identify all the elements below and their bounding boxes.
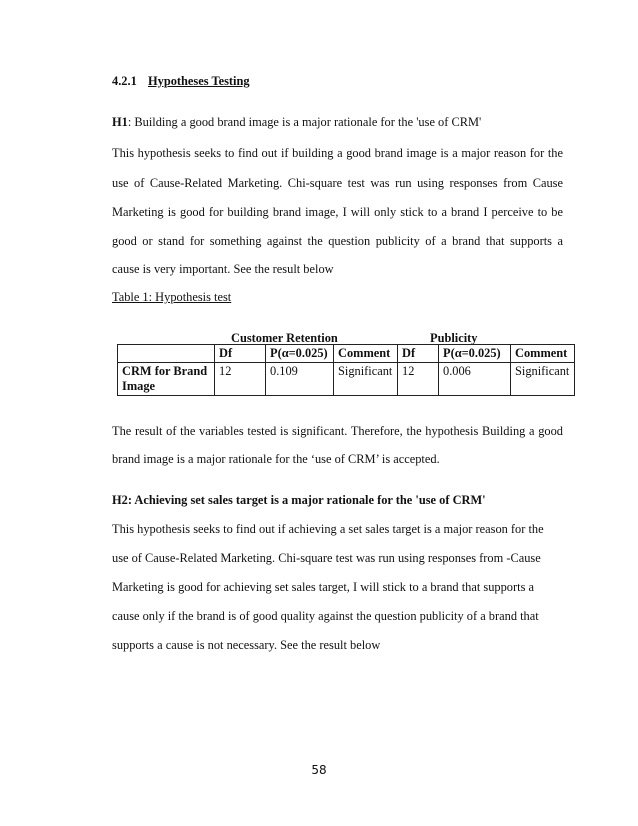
group-header-publicity: Publicity: [430, 331, 478, 345]
table-row: [118, 363, 575, 396]
table-cell: Significant: [334, 363, 398, 396]
table-cell: 0.006: [439, 363, 511, 396]
header-cell-comment: Comment: [511, 345, 575, 363]
h1-statement-line: [112, 115, 481, 130]
h2-para-line: cause only if the brand is of good quality against the question publicity of a brand that: [112, 609, 539, 623]
h1-para-line: use of Cause-Related Marketing. Chi-square test was run using responses from Cause: [112, 176, 563, 190]
h1-statement: : Building a good brand image is a major rationale for the 'use of CRM': [127, 115, 482, 129]
table-caption: Table 1: Hypothesis test: [112, 290, 232, 304]
table-cell: Significant: [511, 363, 575, 396]
row-label-cell: [118, 363, 215, 396]
result-line: The result of the variables tested is significant. Therefore, the hypothesis Building a good: [112, 424, 563, 438]
section-number: 4.2.1: [112, 74, 137, 88]
section-heading: [112, 74, 250, 89]
group-header-customer-retention: Customer Retention: [231, 331, 338, 345]
h1-label: H1: [112, 115, 128, 129]
header-cell-blank: [118, 345, 215, 363]
h1-para-line: Marketing is good for building brand image, I will only stick to a brand I perceive to be: [112, 205, 563, 219]
header-cell-comment: Comment: [334, 345, 398, 363]
h2-para-line: supports a cause is not necessary. See the result below: [112, 638, 381, 652]
header-cell-p: P(α=0.025): [266, 345, 334, 363]
h2-para-line: This hypothesis seeks to find out if achieving a set sales target is a major reason for the: [112, 522, 544, 536]
h2-para-line: Marketing is good for achieving set sales target, I will stick to a brand that supports a: [112, 580, 534, 594]
header-cell-df: Df: [398, 345, 439, 363]
table-cell: 12: [215, 363, 266, 396]
row-label-line2: Image: [122, 379, 156, 393]
table-cell: 0.109: [266, 363, 334, 396]
result-line: brand image is a major rationale for the ‘use of CRM’ is accepted.: [112, 452, 440, 466]
table-cell: 12: [398, 363, 439, 396]
row-label-line1: CRM for Brand: [122, 364, 208, 378]
h2-heading: H2: Achieving set sales target is a major rationale for the 'use of CRM': [112, 493, 486, 507]
header-cell-p: P(α=0.025): [439, 345, 511, 363]
section-title: Hypotheses Testing: [148, 74, 250, 88]
h1-para-line: This hypothesis seeks to find out if building a good brand image is a major reason for the: [112, 146, 563, 160]
h1-para-line: good or stand for something against the question publicity of a brand that supports a: [112, 234, 563, 248]
h1-para-line: cause is very important. See the result below: [112, 262, 334, 276]
header-cell-df: Df: [215, 345, 266, 363]
hypothesis-table: [117, 344, 575, 396]
table-header-row: [118, 345, 575, 363]
page-number: 58: [311, 763, 327, 777]
h2-para-line: use of Cause-Related Marketing. Chi-square test was run using responses from -Cause: [112, 551, 541, 565]
